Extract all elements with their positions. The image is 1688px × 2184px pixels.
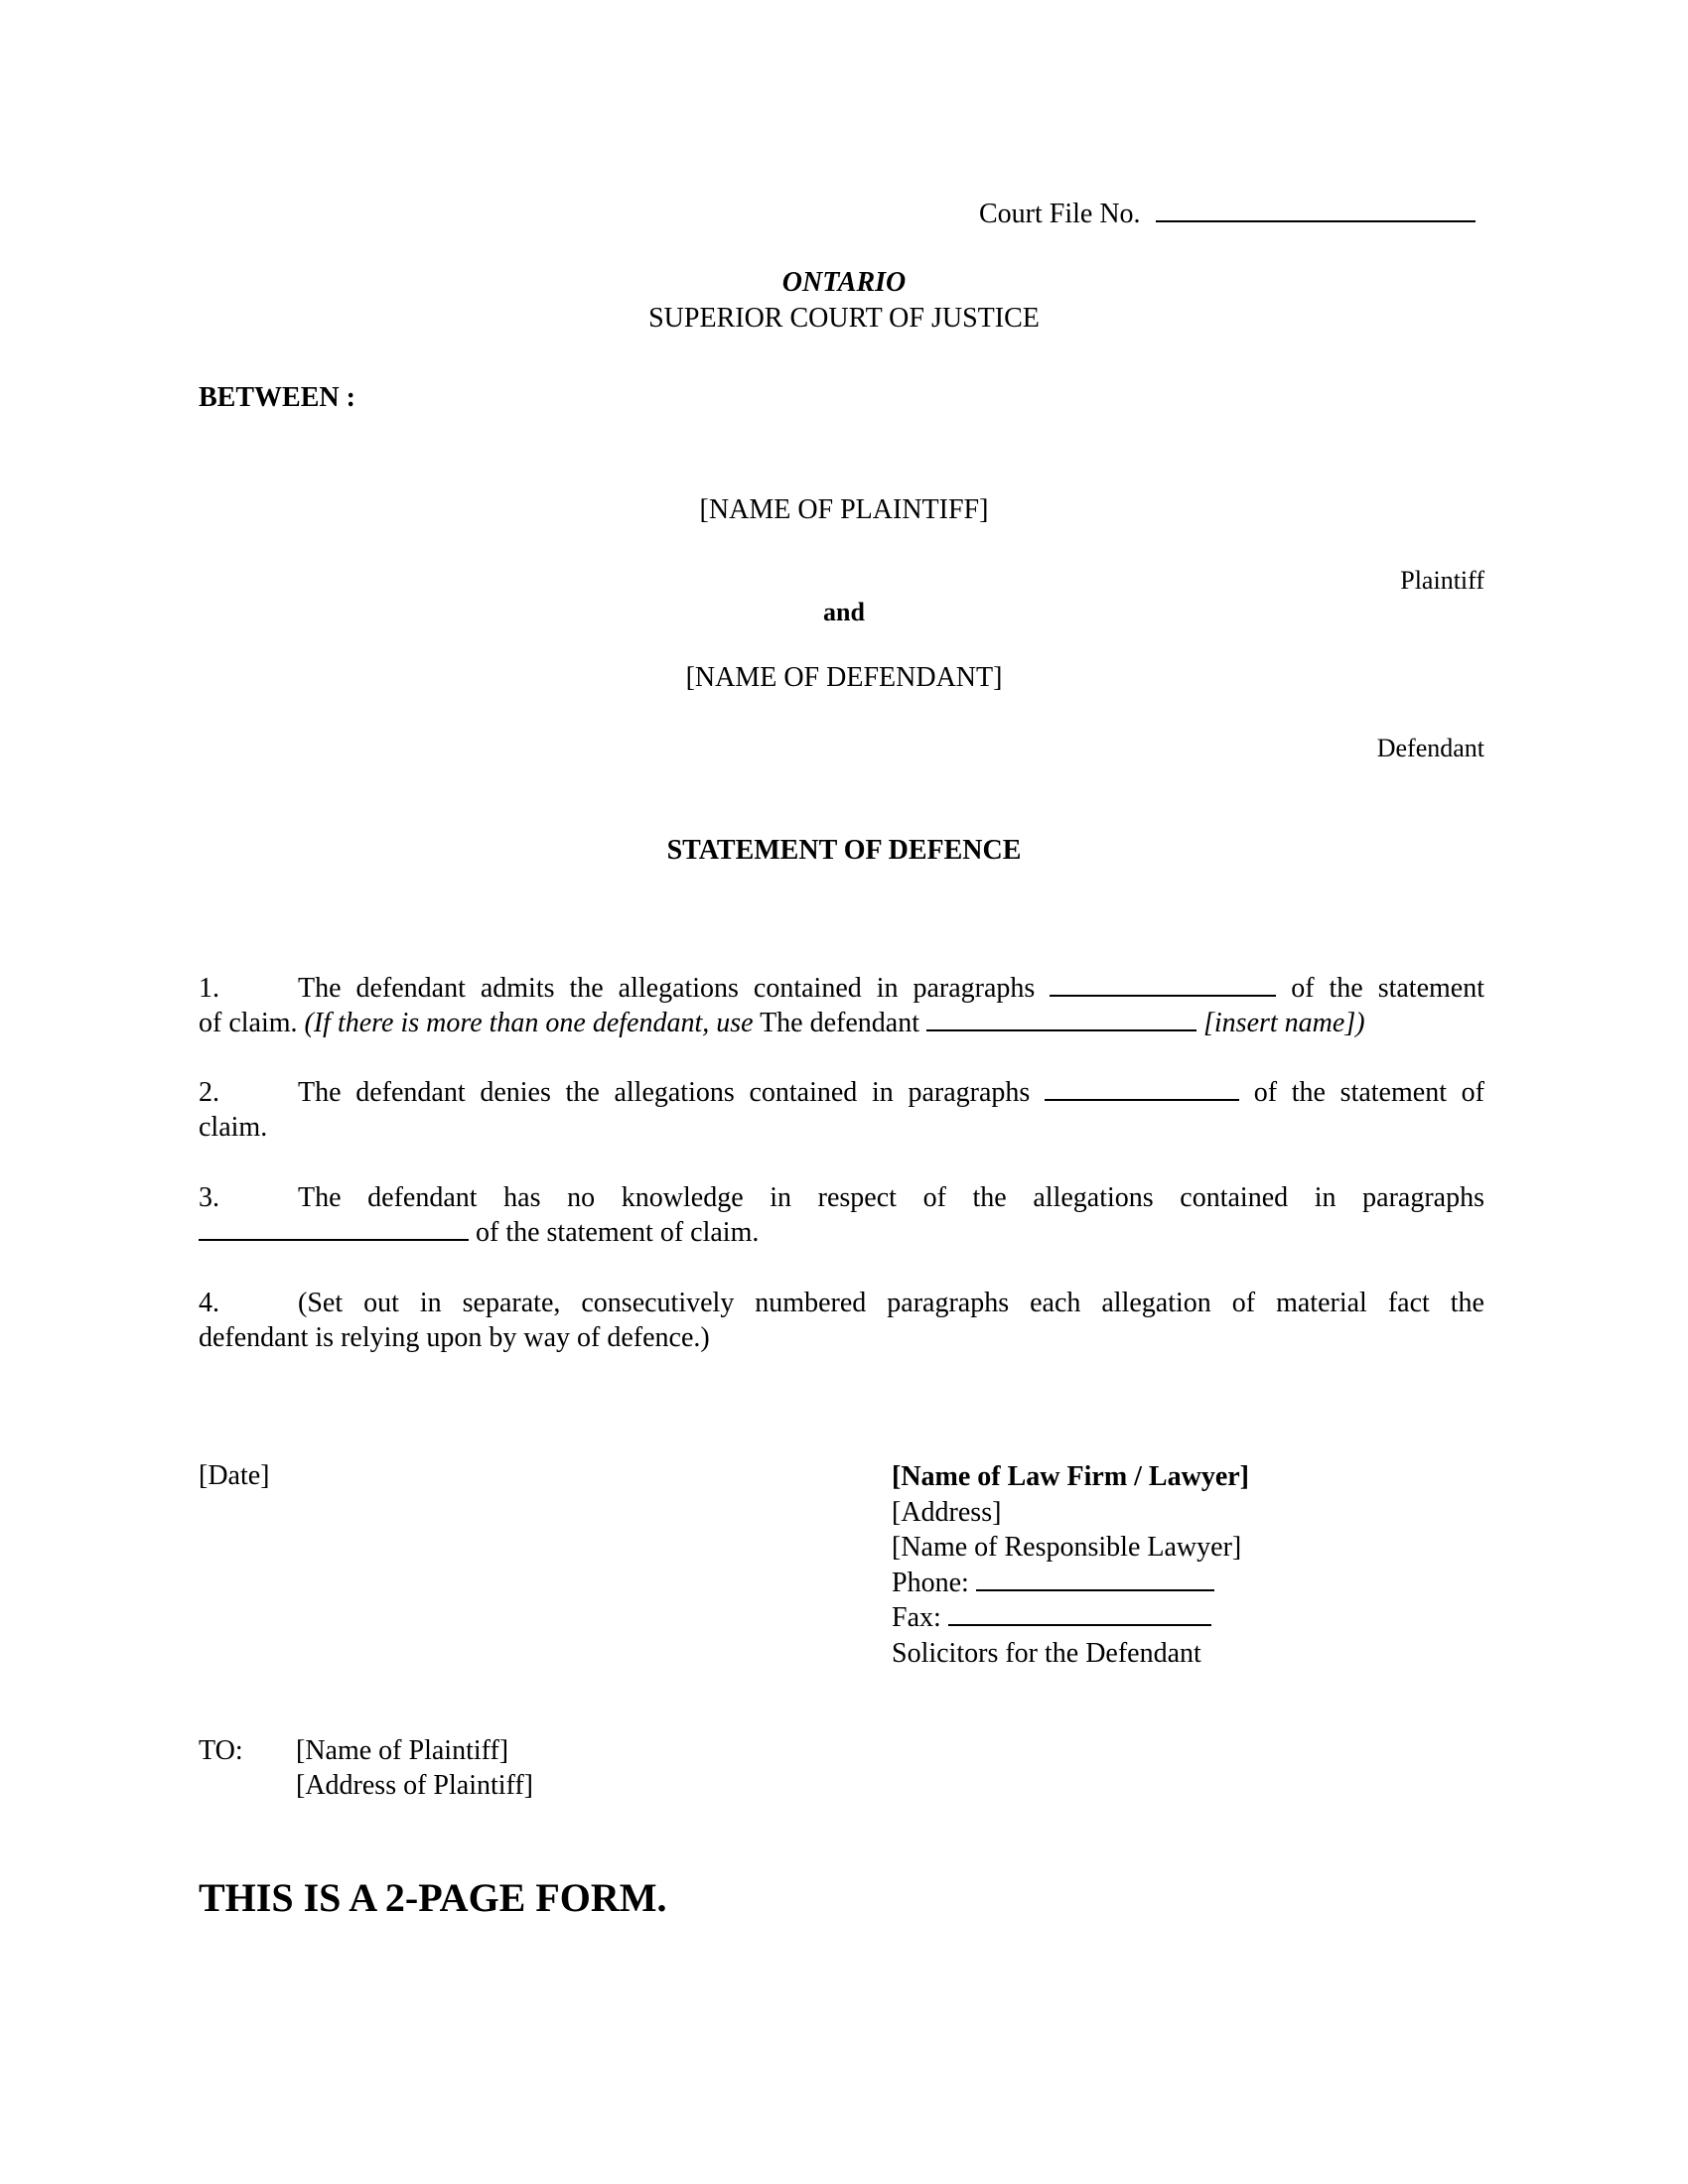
paragraph-2: [199, 1075, 1484, 1145]
paragraph-text: The defendant denies the allegations contained in paragraphs: [298, 1077, 1031, 1108]
defendant-name-blank[interactable]: [926, 1006, 1196, 1031]
plaintiff-role: Plaintiff: [1400, 566, 1484, 595]
between-label: BETWEEN :: [199, 382, 355, 413]
instruction-text: (If there is more than one defendant, use: [304, 1008, 754, 1038]
plaintiff-name: [NAME OF PLAINTIFF]: [699, 494, 989, 525]
paragraph-number: 2.: [199, 1077, 219, 1108]
fax-line: [892, 1600, 1249, 1636]
paragraph-text: The defendant admits the allegations contained in paragraphs: [298, 973, 1036, 1004]
responsible-lawyer: [Name of Responsible Lawyer]: [892, 1532, 1242, 1563]
paragraph-3-line-2: [199, 1215, 1484, 1250]
paragraph-text: of claim.: [199, 1008, 298, 1038]
paragraph-1-line-2: [199, 1006, 1484, 1040]
law-firm-name: [Name of Law Firm / Lawyer]: [892, 1461, 1250, 1492]
fax-blank[interactable]: [948, 1600, 1211, 1626]
paragraph-text: of the statement of: [1253, 1077, 1484, 1108]
paragraph-text: of the statement of claim.: [476, 1217, 760, 1248]
paragraphs-denied-blank[interactable]: [1045, 1075, 1239, 1101]
paragraph-4-line-2: defendant is relying upon by way of defence.): [199, 1322, 710, 1353]
signature-block: [892, 1459, 1249, 1671]
fax-label: Fax:: [892, 1602, 941, 1633]
law-firm-address: [Address]: [892, 1496, 1002, 1528]
phone-line: [892, 1566, 1249, 1601]
paragraph-number: 4.: [199, 1288, 219, 1318]
to-label: TO:: [199, 1735, 243, 1766]
instruction-text: [insert name]): [1203, 1008, 1365, 1038]
defendant-role: Defendant: [1376, 734, 1484, 762]
paragraphs-no-knowledge-blank[interactable]: [199, 1215, 469, 1241]
paragraph-2-line-1: [199, 1075, 1484, 1110]
paragraph-number: 3.: [199, 1182, 219, 1213]
paragraph-text: The defendant has no knowledge in respect of the allegations contained in paragraphs: [298, 1182, 1484, 1213]
page-count-notice: THIS IS A 2-PAGE FORM.: [199, 1875, 667, 1920]
solicitor-role: Solicitors for the Defendant: [892, 1637, 1201, 1669]
court-heading: SUPERIOR COURT OF JUSTICE: [648, 303, 1040, 334]
court-file-label: Court File No.: [979, 199, 1141, 229]
paragraph-4: [199, 1286, 1484, 1355]
court-file-line: [979, 197, 1476, 231]
court-file-blank[interactable]: [1156, 197, 1476, 222]
paragraph-1: [199, 971, 1484, 1040]
province-heading: ONTARIO: [781, 267, 907, 298]
defendant-name: [NAME OF DEFENDANT]: [685, 662, 1003, 693]
paragraph-text: of the statement: [1291, 973, 1484, 1004]
to-plaintiff-address: [Address of Plaintiff]: [296, 1770, 533, 1801]
paragraph-4-line-1: [199, 1286, 1484, 1320]
paragraph-text: The defendant: [760, 1008, 919, 1038]
paragraph-2-line-2: claim.: [199, 1112, 268, 1143]
phone-label: Phone:: [892, 1567, 969, 1598]
and-label: and: [823, 598, 865, 626]
document-title: STATEMENT OF DEFENCE: [666, 835, 1022, 866]
to-plaintiff-name: [Name of Plaintiff]: [296, 1735, 509, 1766]
paragraph-1-line-1: [199, 971, 1484, 1006]
paragraph-3: [199, 1180, 1484, 1250]
phone-blank[interactable]: [976, 1566, 1214, 1591]
paragraph-text: (Set out in separate, consecutively numbered paragraphs each allegation of material fact the: [298, 1288, 1484, 1318]
paragraphs-admitted-blank[interactable]: [1050, 971, 1276, 997]
date-placeholder: [Date]: [199, 1460, 270, 1491]
paragraph-3-line-1: [199, 1180, 1484, 1215]
paragraph-number: 1.: [199, 973, 219, 1004]
